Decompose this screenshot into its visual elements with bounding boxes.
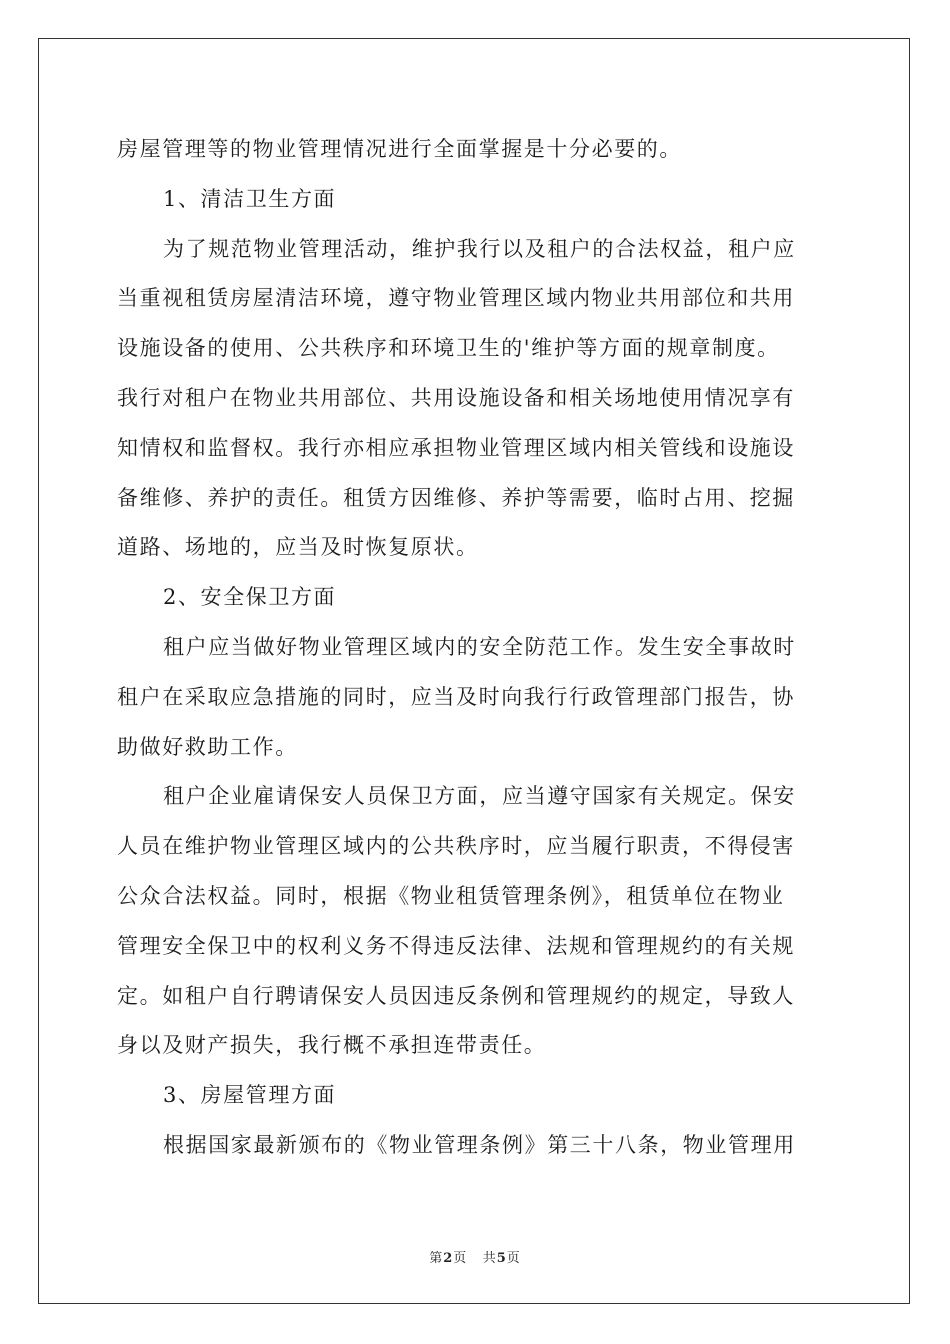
text-line: 备维修、养护的责任。租赁方因维修、养护等需要，临时占用、挖掘 [117,485,795,510]
text-line: 当重视租赁房屋清洁环境，遵守物业管理区域内物业共用部位和共用 [117,286,795,311]
text-line: 根据国家最新颁布的《物业管理条例》第三十八条，物业管理用 [163,1132,796,1157]
footer-total-suffix: 页 [506,1251,521,1266]
text-line: 为了规范物业管理活动，维护我行以及租户的合法权益，租户应 [163,236,796,261]
text-line: 我行对租户在物业共用部位、共用设施设备和相关场地使用情况享有 [117,385,795,410]
section-heading-housing: 3、房屋管理方面 [163,1083,337,1108]
section-heading-cleaning: 1、清洁卫生方面 [163,186,337,211]
text-line: 定。如租户自行聘请保安人员因违反条例和管理规约的规定，导致人 [117,983,795,1008]
footer-page-suffix: 页 [453,1251,468,1266]
footer-total-prefix: 共 [482,1251,497,1266]
section-heading-security: 2、安全保卫方面 [163,585,337,610]
text-line: 助做好救助工作。 [117,734,298,759]
text-line: 身以及财产损失，我行概不承担连带责任。 [117,1033,547,1058]
text-line: 人员在维护物业管理区域内的公共秩序时，应当履行职责，不得侵害 [117,834,795,859]
text-line: 租户应当做好物业管理区域内的安全防范工作。发生安全事故时 [163,634,796,659]
text-line: 房屋管理等的物业管理情况进行全面掌握是十分必要的。 [117,137,682,161]
text-line: 租户企业雇请保安人员保卫方面，应当遵守国家有关规定。保安 [163,784,796,809]
text-line: 租户在采取应急措施的同时，应当及时向我行行政管理部门报告，协 [117,684,795,709]
footer-prefix: 第 [429,1251,444,1266]
text-line: 知情权和监督权。我行亦相应承担物业管理区域内相关管线和设施设 [117,435,795,460]
text-line: 设施设备的使用、公共秩序和环境卫生的'维护等方面的规章制度。 [117,336,780,361]
current-page-number: 2 [443,1251,454,1266]
text-line: 管理安全保卫中的权利义务不得违反法律、法规和管理规约的有关规 [117,933,795,958]
document-body [117,125,833,1171]
page-footer [0,1247,950,1266]
text-line: 公众合法权益。同时，根据《物业租赁管理条例》，租赁单位在物业 [117,883,785,908]
total-page-count: 5 [496,1251,507,1266]
text-line: 道路、场地的，应当及时恢复原状。 [117,535,479,560]
